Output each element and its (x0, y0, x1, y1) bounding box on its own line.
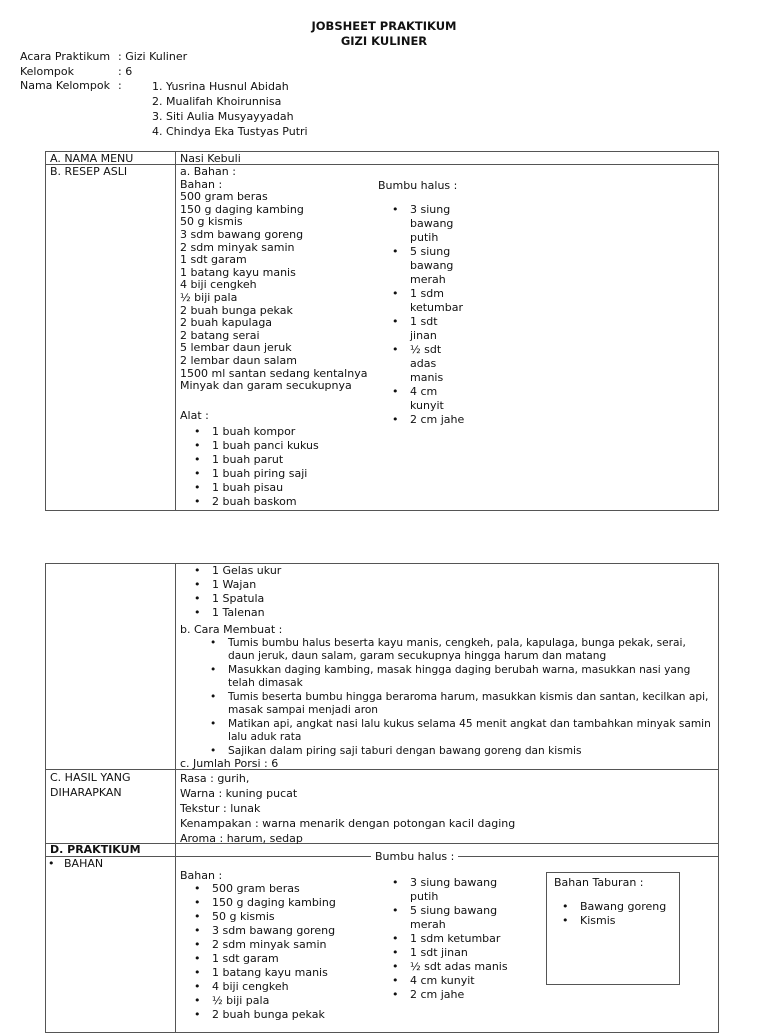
taburan-item: • Bawang goreng (550, 900, 666, 914)
row-a-label: A. NAMA MENU (50, 152, 134, 165)
table-2-column-divider (175, 563, 176, 1033)
cara-step: • Tumis bumbu halus beserta kayu manis, cengkeh, pala, kapulaga, bunga pekak, serai, daun jeruk, daun salam, garam secukupnya hingga harum dan matang (198, 637, 713, 662)
alat-item: • 1 buah piring saji (182, 467, 319, 481)
alat-item: • 1 buah parut (182, 453, 319, 467)
bumbu-list (380, 203, 465, 427)
bumbu-item: • ½ sdt adas manis (380, 343, 465, 385)
bahan-item: Minyak dan garam secukupnya (180, 379, 352, 393)
row-d-label: D. PRAKTIKUM (50, 843, 141, 856)
bahan-subheading: Bahan : (180, 177, 223, 191)
bahan-item: • 2 buah bunga pekak (182, 1008, 336, 1022)
table-2-row-divider-c (45, 769, 719, 770)
bahan-heading: a. Bahan : (180, 165, 236, 178)
member-item: 3. Siti Aulia Musyayyadah (152, 110, 294, 123)
bumbu-item: • 1 sdt jinan (380, 946, 520, 960)
bahan-item: • ½ biji pala (182, 994, 336, 1008)
bahan-item: 500 gram beras (180, 190, 268, 204)
hasil-item: Rasa : gurih, (180, 772, 250, 785)
bahan-item: 1 sdt garam (180, 253, 247, 267)
member-list (152, 79, 308, 139)
bahan-item: 50 g kismis (180, 215, 243, 229)
member-item: 2. Mualifah Khoirunnisa (152, 95, 282, 108)
row-c-label-line-1: C. HASIL YANG (50, 771, 131, 784)
bumbu-item: • 2 cm jahe (380, 988, 520, 1002)
taburan-list (550, 900, 666, 928)
bumbu-heading: Bumbu halus : (378, 179, 458, 192)
row-c-label-line-2: DIHARAPKAN (50, 786, 122, 799)
bahan-item: • 50 g kismis (182, 910, 336, 924)
hasil-item: Kenampakan : warna menarik dengan potongan kacil daging (180, 817, 516, 830)
kelompok-value: : 6 (118, 65, 133, 78)
bumbu-item: • 1 sdm ketumbar (380, 287, 465, 315)
bumbu-item: • ½ sdt adas manis (380, 960, 520, 974)
alat-item: • 1 Talenan (182, 606, 281, 620)
bumbu-item: • 5 siung bawang merah (380, 904, 520, 932)
hasil-list (180, 771, 515, 846)
nama-label: Nama Kelompok (20, 79, 110, 92)
bumbu-item: • 4 cm kunyit (380, 385, 465, 413)
bumbu-list-practice (380, 876, 520, 1002)
bumbu-item: • 2 cm jahe (380, 413, 465, 427)
bahan-item: • 500 gram beras (182, 882, 336, 896)
bahan-bullet-marker: • (48, 857, 55, 870)
bahan-list (180, 166, 367, 393)
bahan-item: • 1 batang kayu manis (182, 966, 336, 980)
cara-list (198, 637, 713, 758)
bumbu-item: • 1 sdm ketumbar (380, 932, 520, 946)
cara-step: • Matikan api, angkat nasi lalu kukus selama 45 menit angkat dan tambahkan minyak samin lalu aduk rata (198, 718, 713, 743)
alat-item: • 2 buah baskom (182, 495, 319, 509)
bahan-list-practice (182, 882, 336, 1022)
taburan-heading: Bahan Taburan : (554, 876, 644, 889)
taburan-box (546, 872, 680, 985)
table-1-column-divider (175, 151, 176, 511)
bumbu-heading-rule (525, 856, 719, 857)
bumbu-item: • 3 siung bawang putih (380, 876, 520, 904)
bahan-item: 1 batang kayu manis (180, 265, 296, 279)
bahan-item: 2 batang serai (180, 328, 260, 342)
bahan-item: 2 buah bunga pekak (180, 303, 293, 317)
member-item: 1. Yusrina Husnul Abidah (152, 80, 289, 93)
alat-item: • 1 buah panci kukus (182, 439, 319, 453)
hasil-item: Tekstur : lunak (180, 802, 261, 815)
acara-value: : Gizi Kuliner (118, 50, 188, 63)
cara-heading: b. Cara Membuat : (180, 623, 283, 636)
bumbu-item: • 1 sdt jinan (380, 315, 465, 343)
bahan-item: • 4 biji cengkeh (182, 980, 336, 994)
alat-item: • 1 buah kompor (182, 425, 319, 439)
hasil-item: Warna : kuning pucat (180, 787, 298, 800)
doc-title-line-1: JOBSHEET PRAKTIKUM (311, 19, 457, 33)
cara-step: • Masukkan daging kambing, masak hingga daging berubah warna, masukkan nasi yang telah dimasak (198, 664, 713, 689)
alat-heading: Alat : (180, 409, 209, 422)
bahan-item: 2 lembar daun salam (180, 353, 297, 367)
bahan-item: 3 sdm bawang goreng (180, 227, 304, 241)
bahan-item: • 150 g daging kambing (182, 896, 336, 910)
hasil-item: Aroma : harum, sedap (180, 832, 303, 845)
bahan-bullet-label: BAHAN (64, 857, 104, 870)
bahan-subheading-practice: Bahan : (180, 869, 223, 882)
alat-item: • 1 Wajan (182, 578, 281, 592)
alat-list-continued (182, 564, 281, 620)
doc-title-line-2: GIZI KULINER (340, 34, 428, 48)
jumlah-porsi: c. Jumlah Porsi : 6 (180, 757, 279, 770)
bumbu-item: • 4 cm kunyit (380, 974, 520, 988)
menu-name: Nasi Kebuli (180, 152, 241, 165)
table-1-row-divider (45, 164, 719, 165)
bahan-item: • 1 sdt garam (182, 952, 336, 966)
alat-item: • 1 buah pisau (182, 481, 319, 495)
alat-item: • 1 Gelas ukur (182, 564, 281, 578)
bahan-item: 2 buah kapulaga (180, 316, 273, 330)
taburan-item: • Kismis (550, 914, 666, 928)
alat-list (182, 425, 319, 509)
cara-step: • Tumis beserta bumbu hingga beraroma harum, masukkan kismis dan santan, kecilkan api, masak sampai menjadi aron (198, 691, 713, 716)
bahan-item: ½ biji pala (180, 290, 238, 304)
alat-item: • 1 Spatula (182, 592, 281, 606)
member-item: 4. Chindya Eka Tustyas Putri (152, 125, 308, 138)
bahan-item: • 3 sdm bawang goreng (182, 924, 336, 938)
bahan-item: 150 g daging kambing (180, 202, 304, 216)
cara-step: • Sajikan dalam piring saji taburi dengan bawang goreng dan kismis (198, 745, 713, 758)
bahan-item: 5 lembar daun jeruk (180, 341, 292, 355)
bumbu-heading-practice: Bumbu halus : (371, 850, 458, 863)
bahan-item: • 2 sdm minyak samin (182, 938, 336, 952)
bahan-item: 2 sdm minyak samin (180, 240, 295, 254)
nama-colon: : (118, 79, 122, 92)
bahan-item: 4 biji cengkeh (180, 278, 257, 292)
acara-label: Acara Praktikum (20, 50, 111, 63)
bumbu-item: • 5 siung bawang merah (380, 245, 465, 287)
bumbu-item: • 3 siung bawang putih (380, 203, 465, 245)
kelompok-label: Kelompok (20, 65, 75, 78)
row-b-label: B. RESEP ASLI (50, 165, 128, 178)
bahan-item: 1500 ml santan sedang kentalnya (180, 366, 368, 380)
